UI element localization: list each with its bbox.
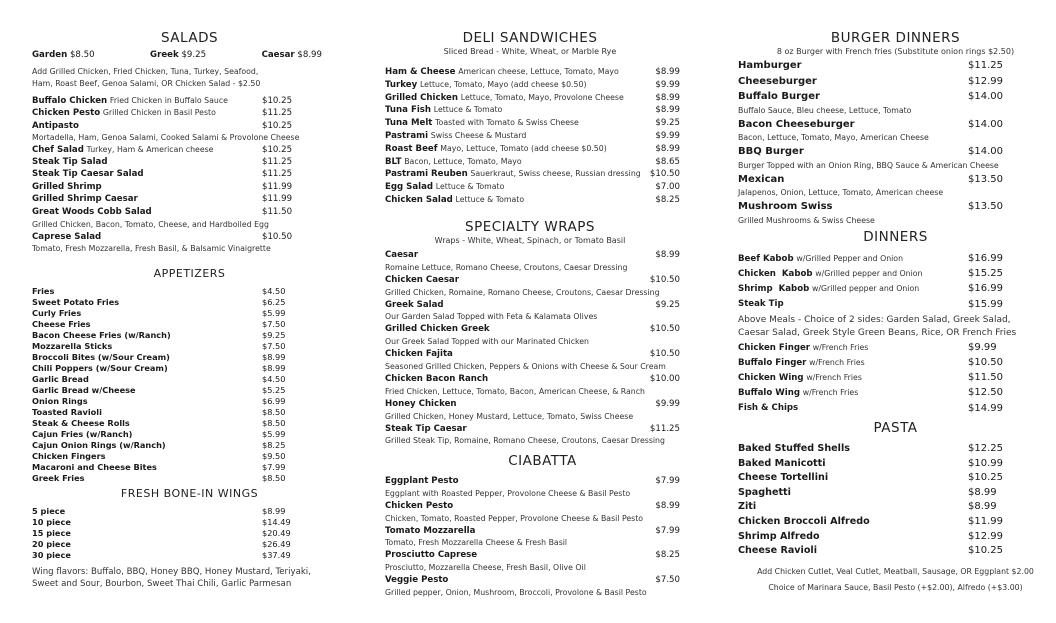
menu-item: Beef Kabob w/Grilled Pepper and Onion $16.99 xyxy=(738,253,1003,264)
menu-item: Chili Poppers (w/Sour Cream) $8.99 xyxy=(32,363,286,373)
menu-item: Toasted Ravioli $8.50 xyxy=(32,407,286,417)
burgers-section xyxy=(738,30,1043,227)
menu-item: Hamburger $11.25 xyxy=(738,60,1003,71)
menu-item: Cajun Fries (w/Ranch) $5.99 xyxy=(32,429,286,439)
dinner-sides-note: Above Meals - Choice of 2 sides: Garden Salad, Greek Salad, Caesar Salad, Greek Style Green Beans, Rice, OR French Fries xyxy=(738,314,1017,338)
salad-addons-note: Add Grilled Chicken, Fried Chicken, Tuna, Turkey, Seafood, Ham, Roast Beef, Genoa Salami, OR Chicken Salad - $2.50 xyxy=(32,67,261,88)
menu-item: Chicken Wing w/French Fries $11.50 xyxy=(738,372,1003,384)
burgers-title: BURGER DINNERS xyxy=(830,30,961,46)
menu-item: Spaghetti $8.99 xyxy=(738,486,997,498)
menu-item: Egg Salad Lettuce & Tomato $7.00 xyxy=(385,182,680,193)
menu-item: Chicken Kabob w/Grilled pepper and Onion $15.25 xyxy=(738,268,1003,280)
menu-item: Tuna Fish Lettuce & Tomato $8.99 xyxy=(385,105,680,116)
menu-item: Eggplant Pesto $7.99 xyxy=(385,476,680,486)
item-description: Grilled Steak Tip, Romaine, Romano Cheese, Croutons, Caesar Dressing xyxy=(385,436,665,446)
menu-item: Grilled Chicken Greek $10.50 xyxy=(385,324,680,335)
menu-item: Tuna Melt Toasted with Tomato & Swiss Cheese $9.25 xyxy=(385,118,680,129)
menu-item: Shrimp Kabob w/Grilled pepper and Onion $16.99 xyxy=(738,283,1003,295)
burger-items xyxy=(738,58,1043,227)
menu-item: 30 piece $37.49 xyxy=(32,550,291,560)
item-description: Jalapenos, Onion, Lettuce, Tomato, American cheese xyxy=(738,188,944,197)
pasta-addons-note: Add Chicken Cutlet, Veal Cutlet, Meatball, Sausage, OR Eggplant $2.00 xyxy=(757,566,1034,576)
dinners-title: DINNERS xyxy=(863,229,928,245)
dinners-section xyxy=(738,229,1043,416)
menu-item: Cheese Ravioli $10.25 xyxy=(738,545,1003,557)
ciabatta-items xyxy=(385,475,680,599)
ciabatta-section xyxy=(385,453,680,599)
menu-item: Steak Tip Caesar Salad $11.25 xyxy=(32,169,293,180)
item-description: Seasoned Grilled Chicken, Peppers & Onions with Cheese & Sour Cream xyxy=(385,361,666,371)
menu-item: Chicken Fajita $10.50 xyxy=(385,349,680,360)
salad-items xyxy=(32,95,357,255)
item-description: Grilled Chicken, Honey Mustard, Lettuce, Tomato, Swiss Cheese xyxy=(385,411,634,421)
pasta-sauce-note: Choice of Marinara Sauce, Basil Pesto (+$2.00), Alfredo (+$3.00) xyxy=(768,582,1023,592)
menu-item: Baked Stuffed Shells $12.25 xyxy=(738,443,1003,454)
menu-item: Steak Tip $15.99 xyxy=(738,298,1003,310)
menu-item: Cheeseburger $12.99 xyxy=(738,75,1003,87)
menu-item: Buffalo Burger $14.00 xyxy=(738,91,1003,102)
pasta-title: PASTA xyxy=(873,420,918,436)
item-description: Grilled pepper, Onion, Mushroom, Broccoli, Provolone & Basil Pesto xyxy=(385,587,647,597)
item-description: Burger Topped with an Onion Ring, BBQ Sauce & American Cheese xyxy=(738,160,999,170)
wraps-section xyxy=(385,219,680,447)
menu-item: Honey Chicken $9.99 xyxy=(385,398,680,409)
menu-item: Pastrami Reuben Sauerkraut, Swiss cheese, Russian dressing $10.50 xyxy=(385,169,680,180)
menu-item: Chicken Pesto $8.99 xyxy=(385,500,680,511)
deli-title: DELI SANDWICHES xyxy=(462,30,598,46)
menu-item: Greek Fries $8.50 xyxy=(32,473,286,483)
menu-item: Cajun Onion Rings (w/Ranch) $8.25 xyxy=(32,440,286,450)
menu-item: Chicken Broccoli Alfredo $11.99 xyxy=(738,515,1003,527)
item-description: Grilled Chicken, Romaine, Romano Cheese, Croutons, Caesar Dressing xyxy=(385,287,660,297)
menu-item: Buffalo Finger w/French Fries $10.50 xyxy=(738,356,1003,368)
item-description: Our Garden Salad Topped with Feta & Kalamata Olives xyxy=(385,312,598,322)
menu-item: Grilled Shrimp $11.99 xyxy=(32,181,293,192)
basic-salad-item: Garden $8.50 xyxy=(32,50,95,60)
deli-section xyxy=(385,30,680,207)
wings-section xyxy=(32,487,357,590)
item-description: Buffalo Sauce, Bleu cheese, Lettuce, Tomato xyxy=(738,105,912,115)
menu-item: Curly Fries $5.99 xyxy=(32,308,286,318)
menu-item: Bacon Cheese Fries (w/Ranch) $9.25 xyxy=(32,330,286,340)
menu-item: Ziti $8.99 xyxy=(738,501,997,513)
menu-item: Pastrami Swiss Cheese & Mustard $9.99 xyxy=(385,130,680,141)
menu-item: Garlic Bread w/Cheese $5.25 xyxy=(32,385,286,395)
item-description: Our Greek Salad Topped with our Marinated Chicken xyxy=(385,337,589,347)
menu-item: Grilled Chicken Lettuce, Tomato, Mayo, Provolone Cheese $8.99 xyxy=(385,92,680,103)
menu-item: 15 piece $20.49 xyxy=(32,528,291,538)
basic-salads xyxy=(32,50,322,60)
menu-item: Fish & Chips $14.99 xyxy=(738,402,1003,414)
menu-item: Chicken Finger w/French Fries $9.99 xyxy=(738,341,997,353)
appetizer-items xyxy=(32,286,357,484)
menu-item: Chicken Salad Lettuce & Tomato $8.25 xyxy=(385,194,680,205)
menu-item: Bacon Cheeseburger $14.00 xyxy=(738,118,1003,130)
menu-item: Ham & Cheese American cheese, Lettuce, Tomato, Mayo $8.99 xyxy=(385,67,680,77)
basic-salad-item: Caesar $8.99 xyxy=(261,50,322,60)
menu-item: Steak Tip Salad $11.25 xyxy=(32,157,293,168)
basic-salad-item: Greek $9.25 xyxy=(150,50,207,60)
menu-item: BLT Bacon, Lettuce, Tomato, Mayo $8.65 xyxy=(385,156,680,167)
menu-item: 5 piece $8.99 xyxy=(32,506,286,516)
item-description: Fried Chicken, Lettuce, Tomato, Bacon, American Cheese, & Ranch xyxy=(385,386,645,396)
menu-item: Chicken Fingers $9.50 xyxy=(32,451,286,461)
wing-items xyxy=(32,506,357,561)
menu-item: Mushroom Swiss $13.50 xyxy=(738,201,1003,212)
menu-item: Chicken Bacon Ranch $10.00 xyxy=(385,373,680,384)
menu-item: Sweet Potato Fries $6.25 xyxy=(32,297,286,307)
menu-item: Chicken Pesto Grilled Chicken in Basil Pesto $11.25 xyxy=(32,108,293,119)
menu-item: Baked Manicotti $10.99 xyxy=(738,457,1003,469)
menu-item: Shrimp Alfredo $12.99 xyxy=(738,530,1003,542)
item-description: Chicken, Tomato, Roasted Pepper, Provolone Cheese & Basil Pesto xyxy=(385,513,644,523)
wings-title: FRESH BONE-IN WINGS xyxy=(120,487,259,500)
menu-item: Caprese Salad $10.50 xyxy=(32,231,293,242)
menu-item: Buffalo Chicken Fried Chicken in Buffalo Sauce $10.25 xyxy=(32,96,293,106)
item-description: Grilled Mushrooms & Swiss Cheese xyxy=(738,215,875,225)
deli-items xyxy=(385,66,680,207)
wrap-items xyxy=(385,249,680,447)
pasta-items xyxy=(738,442,1043,559)
menu-item: Caesar $8.99 xyxy=(385,250,680,260)
menu-item: Mexican $13.50 xyxy=(738,173,1003,185)
wing-flavors-note: Wing flavors: Buffalo, BBQ, Honey BBQ, Honey Mustard, Teriyaki, Sweet and Sour, Bourbon, Sweet Thai Chili, Garlic Parmesan xyxy=(32,567,311,589)
menu-item: Macaroni and Cheese Bites $7.99 xyxy=(32,462,286,472)
menu-item: Cheese Fries $7.50 xyxy=(32,319,286,329)
item-description: Bacon, Lettuce, Tomato, Mayo, American Cheese xyxy=(738,133,929,142)
wraps-title: SPECIALTY WRAPS xyxy=(465,219,595,235)
menu-item: Roast Beef Mayo, Lettuce, Tomato (add cheese $0.50) $8.99 xyxy=(385,143,680,154)
menu-item: Grilled Shrimp Caesar $11.99 xyxy=(32,194,293,205)
pasta-section xyxy=(738,420,1043,592)
menu-item: Greek Salad $9.25 xyxy=(385,299,680,310)
item-description: Prosciutto, Mozzarella Cheese, Fresh Basil, Olive Oil xyxy=(385,563,586,573)
item-description: Mortadella, Ham, Genoa Salami, Cooked Salami & Provolone Cheese xyxy=(32,132,300,142)
menu-item: Onion Rings $6.99 xyxy=(32,396,286,406)
menu-item: Turkey Lettuce, Tomato, Mayo (add cheese $0.50) $9.99 xyxy=(385,79,680,90)
appetizers-section xyxy=(32,267,357,484)
item-description: Tomato, Fresh Mozzarella, Fresh Basil, & Balsamic Vinaigrette xyxy=(32,243,271,253)
menu-item: Garlic Bread $4.50 xyxy=(32,374,286,384)
menu-item: Great Woods Cobb Salad $11.50 xyxy=(32,207,293,218)
menu-item: Fries $4.50 xyxy=(32,286,286,296)
item-description: Tomato, Fresh Mozzarella Cheese & Fresh Basil xyxy=(385,538,568,548)
menu-item: Chicken Caesar $10.50 xyxy=(385,274,680,285)
item-description: Grilled Chicken, Bacon, Tomato, Cheese, and Hardboiled Egg xyxy=(32,219,269,229)
menu-item: Prosciutto Caprese $8.25 xyxy=(385,550,680,561)
menu-item: Tomato Mozzarella $7.99 xyxy=(385,525,680,536)
ciabatta-title: CIABATTA xyxy=(508,453,577,469)
salads-title: SALADS xyxy=(160,30,219,46)
menu-item: Cheese Tortellini $10.25 xyxy=(738,472,1003,484)
menu-item: Buffalo Wing w/French Fries $12.50 xyxy=(738,387,1003,399)
menu-item: BBQ Burger $14.00 xyxy=(738,146,1003,157)
deli-subtitle: Sliced Bread - White, Wheat, or Marble Rye xyxy=(443,47,617,56)
dinner-items xyxy=(738,251,1043,416)
salads-section xyxy=(32,30,357,255)
appetizers-title: APPETIZERS xyxy=(153,267,226,280)
menu-item: 10 piece $14.49 xyxy=(32,517,291,527)
item-description: Romaine Lettuce, Romano Cheese, Croutons, Caesar Dressing xyxy=(385,262,628,272)
menu-item: Steak Tip Caesar $11.25 xyxy=(385,423,680,434)
menu-item: Broccoli Bites (w/Sour Cream) $8.99 xyxy=(32,352,286,362)
menu-item: Antipasto $10.25 xyxy=(32,120,293,131)
menu-item: 20 piece $26.49 xyxy=(32,539,291,549)
wraps-subtitle: Wraps - White, Wheat, Spinach, or Tomato Basil xyxy=(434,236,626,245)
menu-item: Veggie Pesto $7.50 xyxy=(385,575,680,586)
menu-item: Chef Salad Turkey, Ham & American cheese $10.25 xyxy=(32,144,293,155)
item-description: Eggplant with Roasted Pepper, Provolone Cheese & Basil Pesto xyxy=(385,488,631,498)
menu-item: Mozzarella Sticks $7.50 xyxy=(32,341,286,351)
menu-item: Steak & Cheese Rolls $8.50 xyxy=(32,418,286,428)
burgers-subtitle: 8 oz Burger with French fries (Substitute onion rings $2.50) xyxy=(776,47,1015,56)
